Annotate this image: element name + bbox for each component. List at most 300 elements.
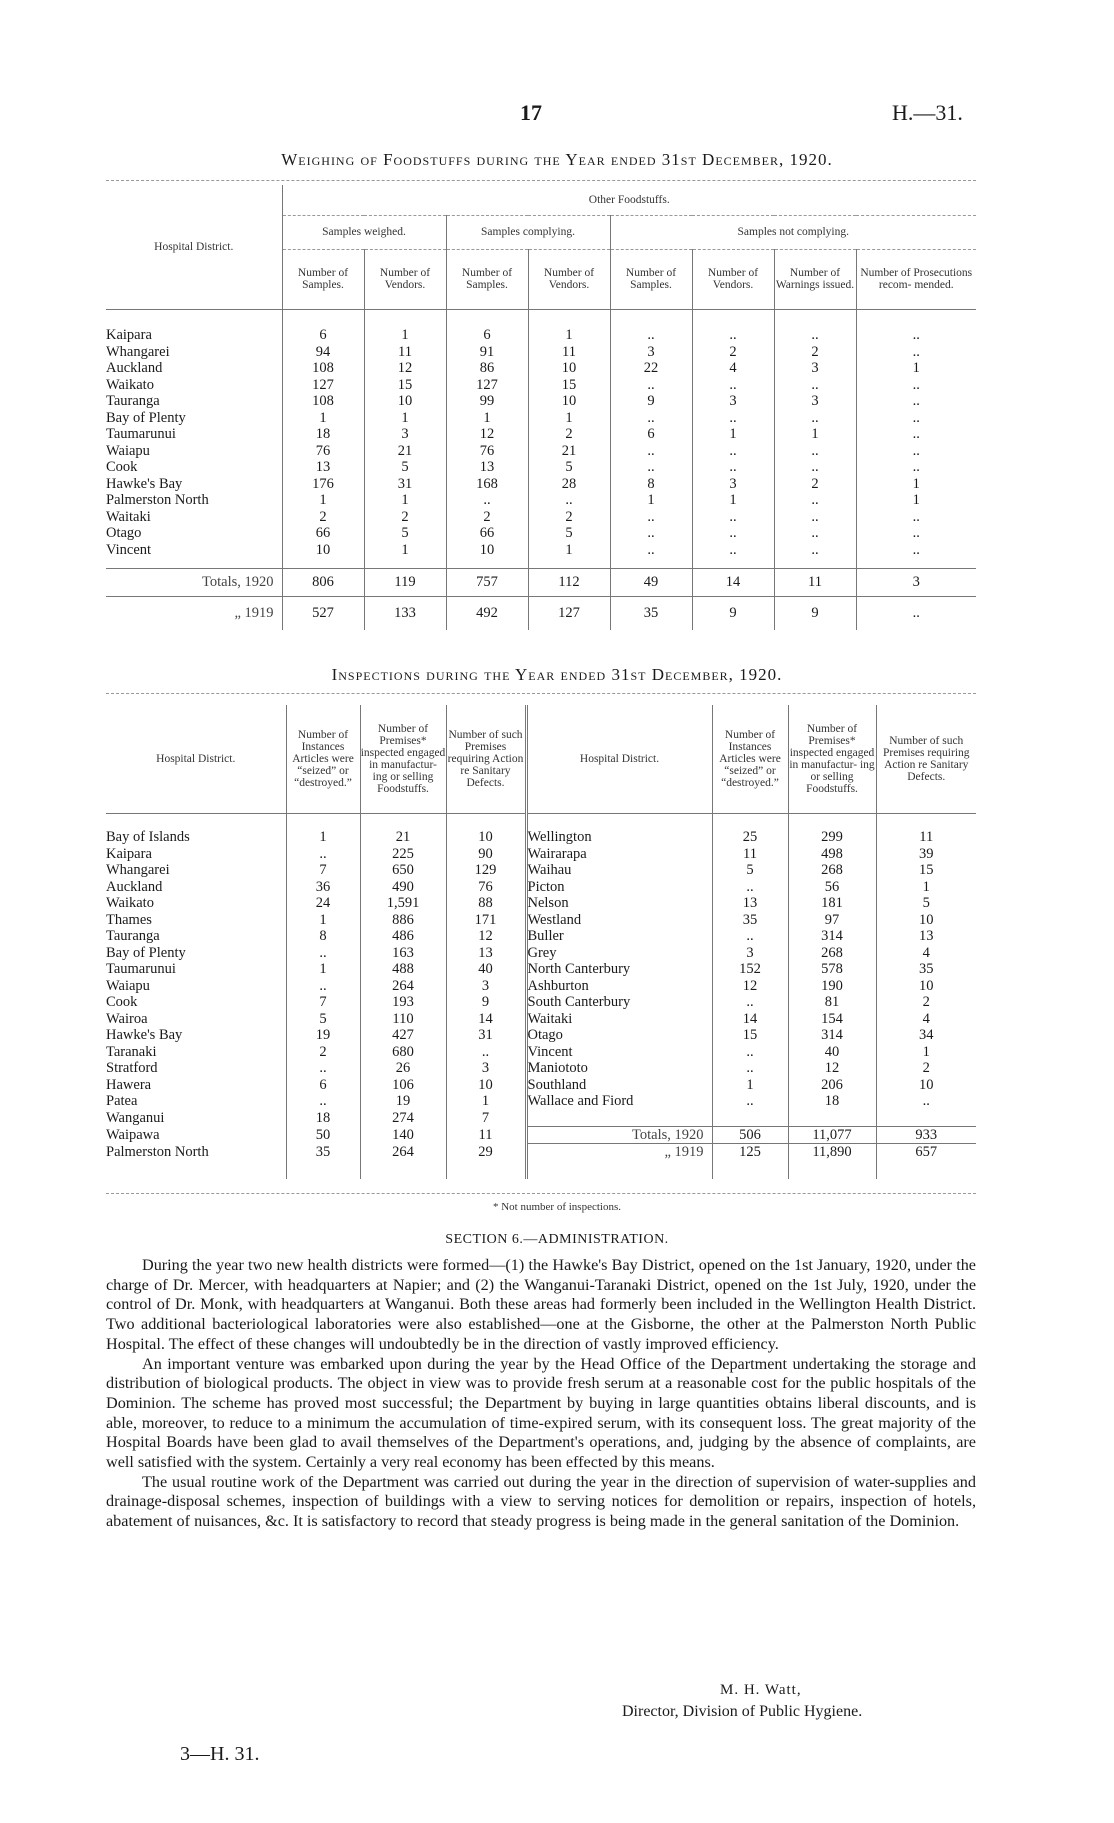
- value-cell: 15: [528, 377, 610, 394]
- table-row: [106, 846, 976, 863]
- value-cell: 1: [774, 426, 856, 443]
- value-cell-left: 12: [446, 928, 526, 945]
- district-cell: [106, 344, 282, 361]
- district-name-left: Cook: [106, 994, 138, 1010]
- district-name-left: Thames: [106, 911, 152, 928]
- value-cell-right: 13: [876, 928, 976, 945]
- value-cell: 168: [446, 476, 528, 493]
- totals-value: 806: [282, 568, 364, 596]
- t1-header-complying: Samples complying.: [446, 215, 610, 249]
- value-cell: 3: [774, 393, 856, 410]
- value-cell-left: 1,591: [360, 895, 446, 912]
- value-cell-right: 81: [788, 994, 876, 1011]
- totals-value: 527: [282, 596, 364, 630]
- totals-value: 757: [446, 568, 528, 596]
- t2-body: [106, 829, 976, 1161]
- table-row: [106, 1011, 976, 1028]
- table-row: [106, 1144, 976, 1161]
- value-cell-left: 14: [446, 1011, 526, 1028]
- table-row: [106, 1044, 976, 1061]
- value-cell: 11: [364, 344, 446, 361]
- district-name: Waikato: [106, 376, 154, 393]
- district-cell: [106, 509, 282, 526]
- t1-totals-1919: [106, 596, 976, 630]
- value-cell: 1: [446, 410, 528, 427]
- district-name-right: Maniototo: [526, 1060, 712, 1077]
- totals-value: 3: [856, 568, 976, 596]
- value-cell-right: 190: [788, 978, 876, 995]
- value-cell: 13: [446, 459, 528, 476]
- value-cell-left: 9: [446, 994, 526, 1011]
- paragraph-2: An important venture was embarked upon during the year by the Head Office of the Department undertaking the storage and distribution of biological products. The object in view was to provide fresh serum at a reasonable cost for the public hospitals of the Dominion. The scheme has proved most successful; the Department by buying in large quantities obtains liberal discounts, and is able, moreover, to reduce to a minimum the accumulation of time-expired serum, with its consequent loss. The great majority of the Hospital Boards have been glad to avail themselves of the Department's operations, and, judging by the absence of complaints, are well satisfied with the system. Certainly a very real economy has been effected by this means.: [106, 1354, 976, 1472]
- totals-value: 119: [364, 568, 446, 596]
- value-cell-left: 10: [446, 829, 526, 846]
- district-name-left: Patea: [106, 1093, 138, 1109]
- district-name-right: Waihau: [526, 862, 712, 879]
- t2-h-instances-left: Number of Instances Articles were “seized” or “destroyed.”: [286, 705, 360, 813]
- district-name-right: Grey: [526, 945, 712, 962]
- totals-label: Totals, 1920: [202, 573, 274, 590]
- value-cell: ..: [774, 327, 856, 344]
- value-cell-left: 76: [446, 879, 526, 896]
- value-cell-right: 314: [788, 1027, 876, 1044]
- value-cell: 1: [528, 327, 610, 344]
- district-name-right: Vincent: [526, 1044, 712, 1061]
- value-cell-left: 110: [360, 1011, 446, 1028]
- value-cell: ..: [774, 459, 856, 476]
- value-cell-left: 225: [360, 846, 446, 863]
- district-name-right: Buller: [526, 928, 712, 945]
- district-name-right: Picton: [526, 879, 712, 896]
- value-cell-right: 12: [788, 1060, 876, 1077]
- district-name-left: Palmerston North: [106, 1143, 209, 1160]
- table-row: [106, 443, 976, 460]
- totals-value: 11,077: [788, 1126, 876, 1144]
- value-cell: ..: [610, 509, 692, 526]
- value-cell-right: 5: [712, 862, 788, 879]
- value-cell: 6: [446, 327, 528, 344]
- value-cell-right: 1: [876, 879, 976, 896]
- value-cell-left: 264: [360, 978, 446, 995]
- value-cell: 127: [282, 377, 364, 394]
- value-cell-left: 490: [360, 879, 446, 896]
- value-cell: 1: [692, 492, 774, 509]
- value-cell: 127: [446, 377, 528, 394]
- value-cell-right: 3: [712, 945, 788, 962]
- value-cell: ..: [692, 327, 774, 344]
- district-name: Kaipara: [106, 327, 152, 343]
- value-cell-right: ..: [712, 1093, 788, 1110]
- t1-header-weighed: Samples weighed.: [282, 215, 446, 249]
- value-cell-left: 650: [360, 862, 446, 879]
- totals-value: 133: [364, 596, 446, 630]
- totals-value: 9: [692, 596, 774, 630]
- district-name: Hawke's Bay: [106, 475, 183, 492]
- value-cell: 10: [528, 393, 610, 410]
- totals-label: Totals, 1920: [526, 1126, 712, 1144]
- district-name-left: Waiapu: [106, 977, 150, 994]
- value-cell: 9: [610, 393, 692, 410]
- value-cell-left: 680: [360, 1044, 446, 1061]
- value-cell: ..: [774, 410, 856, 427]
- value-cell: 10: [282, 542, 364, 559]
- value-cell: ..: [856, 377, 976, 394]
- value-cell-right: 34: [876, 1027, 976, 1044]
- value-cell-left: 7: [286, 994, 360, 1011]
- value-cell: ..: [774, 509, 856, 526]
- value-cell-left: ..: [286, 978, 360, 995]
- district-cell: [106, 525, 282, 542]
- value-cell-right: 40: [788, 1044, 876, 1061]
- district-name-left: Whangarei: [106, 862, 170, 878]
- value-cell-right: 2: [876, 994, 976, 1011]
- value-cell: ..: [610, 542, 692, 559]
- district-name-right: Ashburton: [526, 978, 712, 995]
- district-name-left: Waipawa: [106, 1126, 160, 1143]
- table-row: [106, 1060, 976, 1077]
- table-row: [106, 509, 976, 526]
- table-row: [106, 410, 976, 427]
- inspections-table: [106, 705, 976, 1179]
- totals-label: „ 1919: [526, 1144, 712, 1161]
- value-cell: 1: [856, 360, 976, 377]
- value-cell-left: ..: [286, 1060, 360, 1077]
- table-row: [106, 525, 976, 542]
- value-cell: ..: [856, 509, 976, 526]
- value-cell: ..: [528, 492, 610, 509]
- value-cell: ..: [774, 377, 856, 394]
- value-cell: ..: [692, 459, 774, 476]
- value-cell: ..: [856, 525, 976, 542]
- value-cell-right: ..: [712, 928, 788, 945]
- value-cell: ..: [774, 542, 856, 559]
- district-name: Palmerston North: [106, 492, 209, 508]
- value-cell: 21: [364, 443, 446, 460]
- value-cell: 3: [364, 426, 446, 443]
- value-cell: 5: [528, 525, 610, 542]
- value-cell: 1: [364, 410, 446, 427]
- value-cell-left: 40: [446, 961, 526, 978]
- value-cell-left: 26: [360, 1060, 446, 1077]
- value-cell-left: 1: [446, 1093, 526, 1110]
- totals-value: 112: [528, 568, 610, 596]
- table2-title: Inspections during the Year ended 31st December, 1920.: [331, 665, 783, 684]
- page-number: 17: [520, 100, 542, 125]
- totals-value: 35: [610, 596, 692, 630]
- value-cell: 12: [364, 360, 446, 377]
- value-cell-right: 12: [712, 978, 788, 995]
- table-row: [106, 912, 976, 929]
- table-row: [106, 360, 976, 377]
- totals-value: 657: [876, 1144, 976, 1161]
- value-cell: ..: [774, 492, 856, 509]
- table-row: [106, 344, 976, 361]
- value-cell-left: 486: [360, 928, 446, 945]
- table-row: [106, 459, 976, 476]
- value-cell: ..: [692, 525, 774, 542]
- value-cell: 2: [528, 426, 610, 443]
- table-row: [106, 492, 976, 509]
- table-row: [106, 961, 976, 978]
- table-row: [106, 327, 976, 344]
- value-cell-left: 88: [446, 895, 526, 912]
- value-cell: 1: [364, 542, 446, 559]
- value-cell: 76: [282, 443, 364, 460]
- district-name: Whangarei: [106, 343, 170, 360]
- section-body: [106, 1256, 976, 1532]
- value-cell-left: 35: [286, 1144, 360, 1161]
- table-row: [106, 393, 976, 410]
- empty-cell: [876, 1110, 976, 1127]
- district-cell: [106, 410, 282, 427]
- value-cell-right: 15: [876, 862, 976, 879]
- district-cell: [106, 426, 282, 443]
- value-cell-right: 35: [712, 912, 788, 929]
- district-name: Otago: [106, 525, 142, 541]
- totals-value: 49: [610, 568, 692, 596]
- value-cell-right: 206: [788, 1077, 876, 1094]
- value-cell-left: 488: [360, 961, 446, 978]
- empty-cell: [788, 1110, 876, 1127]
- value-cell-left: 106: [360, 1077, 446, 1094]
- foodstuffs-weighing-table: [106, 185, 976, 630]
- value-cell: ..: [692, 377, 774, 394]
- value-cell: ..: [856, 542, 976, 559]
- value-cell-right: 15: [712, 1027, 788, 1044]
- value-cell: 99: [446, 393, 528, 410]
- value-cell: 21: [528, 443, 610, 460]
- value-cell-right: 4: [876, 1011, 976, 1028]
- value-cell-left: 171: [446, 912, 526, 929]
- value-cell: 6: [610, 426, 692, 443]
- value-cell-right: 181: [788, 895, 876, 912]
- value-cell-right: 10: [876, 978, 976, 995]
- table-row: [106, 978, 976, 995]
- district-name: Cook: [106, 459, 138, 475]
- value-cell-left: 427: [360, 1027, 446, 1044]
- table-row: [106, 542, 976, 559]
- t2-h-premises-right: Number of Premises* inspected engaged in manufactur- ing or selling Foodstuffs.: [788, 705, 876, 813]
- value-cell-left: 8: [286, 928, 360, 945]
- district-cell: [106, 492, 282, 509]
- value-cell-left: 3: [446, 1060, 526, 1077]
- district-name-left: Taumarunui: [106, 961, 176, 977]
- district-cell: [106, 476, 282, 493]
- value-cell-left: 36: [286, 879, 360, 896]
- value-cell: 1: [856, 476, 976, 493]
- value-cell-left: 19: [360, 1093, 446, 1110]
- district-name: Waiapu: [106, 442, 150, 459]
- table-row: [106, 426, 976, 443]
- value-cell-left: 29: [446, 1144, 526, 1161]
- value-cell-left: 264: [360, 1144, 446, 1161]
- value-cell-right: 56: [788, 879, 876, 896]
- value-cell: ..: [446, 492, 528, 509]
- value-cell: 5: [364, 459, 446, 476]
- value-cell-left: 31: [446, 1027, 526, 1044]
- paragraph-1: During the year two new health districts were formed—(1) the Hawke's Bay District, opened on the 1st January, 1920, under the charge of Dr. Mercer, with headquarters at Napier; and (2) the Wanganui-Taranaki District, opened on the 1st July, 1920, under the control of Dr. Monk, with headquarters at Wanganui. Both these areas had formerly been included in the Wellington Health District. Two additional bacteriological laboratories were also established—one at the Gisborne, the other at the Palmerston North Public Hospital. The effect of these changes will undoubtedly be in the direction of vastly improved efficiency.: [106, 1256, 976, 1353]
- value-cell: ..: [692, 542, 774, 559]
- totals-value: ..: [856, 596, 976, 630]
- value-cell: 3: [692, 476, 774, 493]
- value-cell-right: 4: [876, 945, 976, 962]
- value-cell: 2: [774, 476, 856, 493]
- value-cell: 86: [446, 360, 528, 377]
- value-cell-right: 268: [788, 862, 876, 879]
- district-name-right: Otago: [526, 1027, 712, 1044]
- district-name: Taumarunui: [106, 426, 176, 442]
- district-name-right: Wallace and Fiord: [526, 1093, 712, 1110]
- value-cell-left: 274: [360, 1110, 446, 1127]
- value-cell-right: 5: [876, 895, 976, 912]
- t1-body: [106, 327, 976, 558]
- value-cell: 2: [446, 509, 528, 526]
- value-cell-right: 11: [876, 829, 976, 846]
- value-cell: ..: [610, 410, 692, 427]
- t1-h-warnings: Number of Warnings issued.: [774, 249, 856, 309]
- totals-label: „ 1919: [234, 605, 274, 621]
- t2-h-action-left: Number of such Premises requiring Action re Sanitary Defects.: [446, 705, 526, 813]
- t1-h-vendors-2: Number of Vendors.: [528, 249, 610, 309]
- value-cell-right: 97: [788, 912, 876, 929]
- value-cell-right: 25: [712, 829, 788, 846]
- t1-header-district: Hospital District.: [154, 240, 234, 253]
- value-cell: ..: [856, 459, 976, 476]
- value-cell-left: 19: [286, 1027, 360, 1044]
- value-cell-right: 18: [788, 1093, 876, 1110]
- value-cell-left: 7: [286, 862, 360, 879]
- value-cell: ..: [692, 443, 774, 460]
- value-cell-left: 140: [360, 1126, 446, 1144]
- value-cell-left: 10: [446, 1077, 526, 1094]
- value-cell: ..: [692, 410, 774, 427]
- value-cell: 2: [528, 509, 610, 526]
- value-cell: 18: [282, 426, 364, 443]
- value-cell: 108: [282, 393, 364, 410]
- value-cell-left: 90: [446, 846, 526, 863]
- value-cell: ..: [610, 377, 692, 394]
- t1-h-samples-3: Number of Samples.: [610, 249, 692, 309]
- bottom-reference: 3—H. 31.: [180, 1743, 260, 1765]
- value-cell-left: 1: [286, 912, 360, 929]
- table-row: [106, 895, 976, 912]
- value-cell: ..: [692, 509, 774, 526]
- value-cell: 5: [528, 459, 610, 476]
- value-cell: 176: [282, 476, 364, 493]
- value-cell-right: 1: [712, 1077, 788, 1094]
- value-cell-left: 11: [446, 1126, 526, 1144]
- t1-h-vendors-3: Number of Vendors.: [692, 249, 774, 309]
- t2-h-instances-right: Number of Instances Articles were “seized” or “destroyed.”: [712, 705, 788, 813]
- paragraph-3: The usual routine work of the Department was carried out during the year in the direction of supervision of water-supplies and drainage-disposal schemes, inspection of buildings with a view to serving notices for demolition or repairs, inspection of hotels, abatement of nuisances, &c. It is satisfactory to record that steady progress is being made in the general sanitation of the Dominion.: [106, 1472, 976, 1531]
- t1-header-not-complying: Samples not complying.: [610, 215, 976, 249]
- value-cell: 5: [364, 525, 446, 542]
- value-cell-left: 18: [286, 1110, 360, 1127]
- t2-h-action-right: Number of such Premises requiring Action re Sanitary Defects.: [876, 705, 976, 813]
- value-cell: 1: [282, 410, 364, 427]
- table-row: [106, 1110, 976, 1127]
- value-cell-left: 24: [286, 895, 360, 912]
- value-cell: ..: [610, 443, 692, 460]
- value-cell: 2: [692, 344, 774, 361]
- value-cell: 1: [692, 426, 774, 443]
- totals-value: 127: [528, 596, 610, 630]
- value-cell: 1: [364, 327, 446, 344]
- totals-value: 506: [712, 1126, 788, 1144]
- value-cell: ..: [610, 459, 692, 476]
- value-cell: 3: [692, 393, 774, 410]
- totals-value: 492: [446, 596, 528, 630]
- value-cell: 6: [282, 327, 364, 344]
- district-name-left: Bay of Plenty: [106, 944, 186, 961]
- district-name: Vincent: [106, 541, 152, 558]
- value-cell-left: 13: [446, 945, 526, 962]
- value-cell: 66: [282, 525, 364, 542]
- empty-cell: [712, 1110, 788, 1127]
- value-cell: 1: [610, 492, 692, 509]
- t1-header-group: Other Foodstuffs.: [282, 185, 976, 215]
- value-cell-left: 6: [286, 1077, 360, 1094]
- district-name-left: Bay of Islands: [106, 829, 190, 845]
- district-name-right: North Canterbury: [526, 961, 712, 978]
- value-cell-right: 299: [788, 829, 876, 846]
- value-cell-right: ..: [712, 1060, 788, 1077]
- district-name-right: Westland: [526, 912, 712, 929]
- value-cell-left: 3: [446, 978, 526, 995]
- t1-h-samples-1: Number of Samples.: [282, 249, 364, 309]
- value-cell: 2: [774, 344, 856, 361]
- district-name-left: Wanganui: [106, 1109, 165, 1126]
- value-cell: 2: [282, 509, 364, 526]
- value-cell-right: 39: [876, 846, 976, 863]
- value-cell-right: 13: [712, 895, 788, 912]
- table-row: [106, 476, 976, 493]
- district-name: Auckland: [106, 360, 163, 376]
- value-cell-left: 1: [286, 961, 360, 978]
- empty-cell: [526, 1110, 712, 1127]
- value-cell-right: 498: [788, 846, 876, 863]
- value-cell: 1: [364, 492, 446, 509]
- value-cell-left: 163: [360, 945, 446, 962]
- value-cell: 31: [364, 476, 446, 493]
- value-cell: 3: [774, 360, 856, 377]
- district-name-right: Wellington: [526, 829, 712, 846]
- value-cell-right: ..: [876, 1093, 976, 1110]
- value-cell-left: 50: [286, 1126, 360, 1144]
- totals-value: 9: [774, 596, 856, 630]
- district-cell: [106, 360, 282, 377]
- value-cell: 108: [282, 360, 364, 377]
- value-cell-right: ..: [712, 1044, 788, 1061]
- value-cell: ..: [774, 525, 856, 542]
- district-name-right: Nelson: [526, 895, 712, 912]
- t2-h-district-left: Hospital District.: [106, 705, 286, 813]
- value-cell-left: ..: [286, 1093, 360, 1110]
- totals-value: 11,890: [788, 1144, 876, 1161]
- table-row: [106, 1027, 976, 1044]
- table-row: [106, 377, 976, 394]
- value-cell-right: 14: [712, 1011, 788, 1028]
- totals-value: 933: [876, 1126, 976, 1144]
- table1-top-rule: [106, 180, 976, 181]
- value-cell-right: 1: [876, 1044, 976, 1061]
- table-row: [106, 829, 976, 846]
- value-cell: 1: [282, 492, 364, 509]
- value-cell: 22: [610, 360, 692, 377]
- t1-h-vendors-1: Number of Vendors.: [364, 249, 446, 309]
- value-cell: ..: [856, 410, 976, 427]
- value-cell: 10: [528, 360, 610, 377]
